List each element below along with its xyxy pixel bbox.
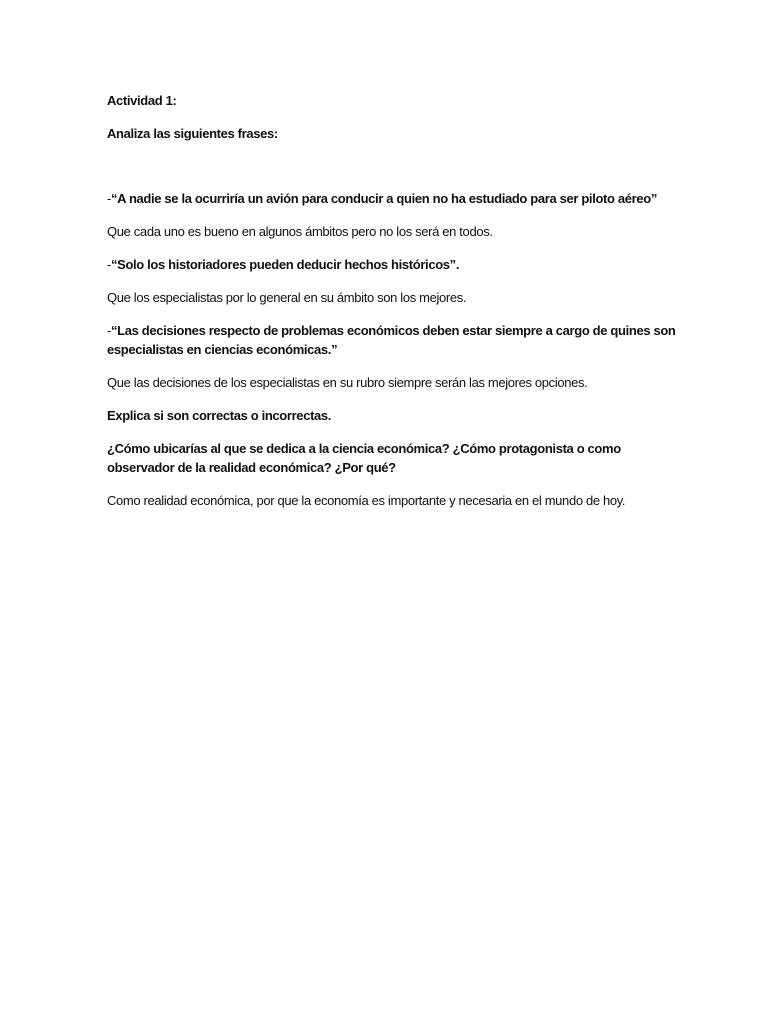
quote-2-dash: -	[107, 257, 111, 272]
quote-3-line-1: “Las decisiones respecto de problemas económicos deben estar siempre a cargo de quines son	[110, 323, 676, 338]
answer-1: Que cada uno es bueno en algunos ámbitos pero no los será en todos.	[107, 224, 493, 239]
question-line-1: ¿Cómo ubicarías al que se dedica a la ciencia económica? ¿Cómo protagonista o como	[107, 441, 621, 456]
final-answer: Como realidad económica, por que la economía es importante y necesaria en el mundo de hoy.	[107, 493, 626, 508]
question-line-2: observador de la realidad económica? ¿Por qué?	[107, 460, 396, 475]
answer-2: Que los especialistas por lo general en su ámbito son los mejores.	[107, 290, 467, 305]
instruction-text: Analiza las siguientes frases:	[107, 126, 278, 141]
quote-3-line-2: especialistas en ciencias económicas.”	[107, 342, 338, 357]
activity-title: Actividad 1:	[107, 93, 177, 108]
task-text: Explica si son correctas o incorrectas.	[107, 408, 332, 423]
quote-2-text: “Solo los historiadores pueden deducir hechos históricos”.	[110, 257, 460, 272]
quote-3-dash: -	[107, 323, 111, 338]
quote-3	[107, 321, 676, 340]
quote-1	[107, 189, 667, 208]
document-body	[107, 91, 676, 510]
quote-1-dash: -	[107, 191, 111, 206]
answer-3: Que las decisiones de los especialistas en su rubro siempre serán las mejores opciones.	[107, 375, 588, 390]
quote-2	[107, 255, 667, 274]
quote-1-text: “A nadie se la ocurriría un avión para conducir a quien no ha estudiado para ser piloto aéreo”	[110, 191, 657, 206]
